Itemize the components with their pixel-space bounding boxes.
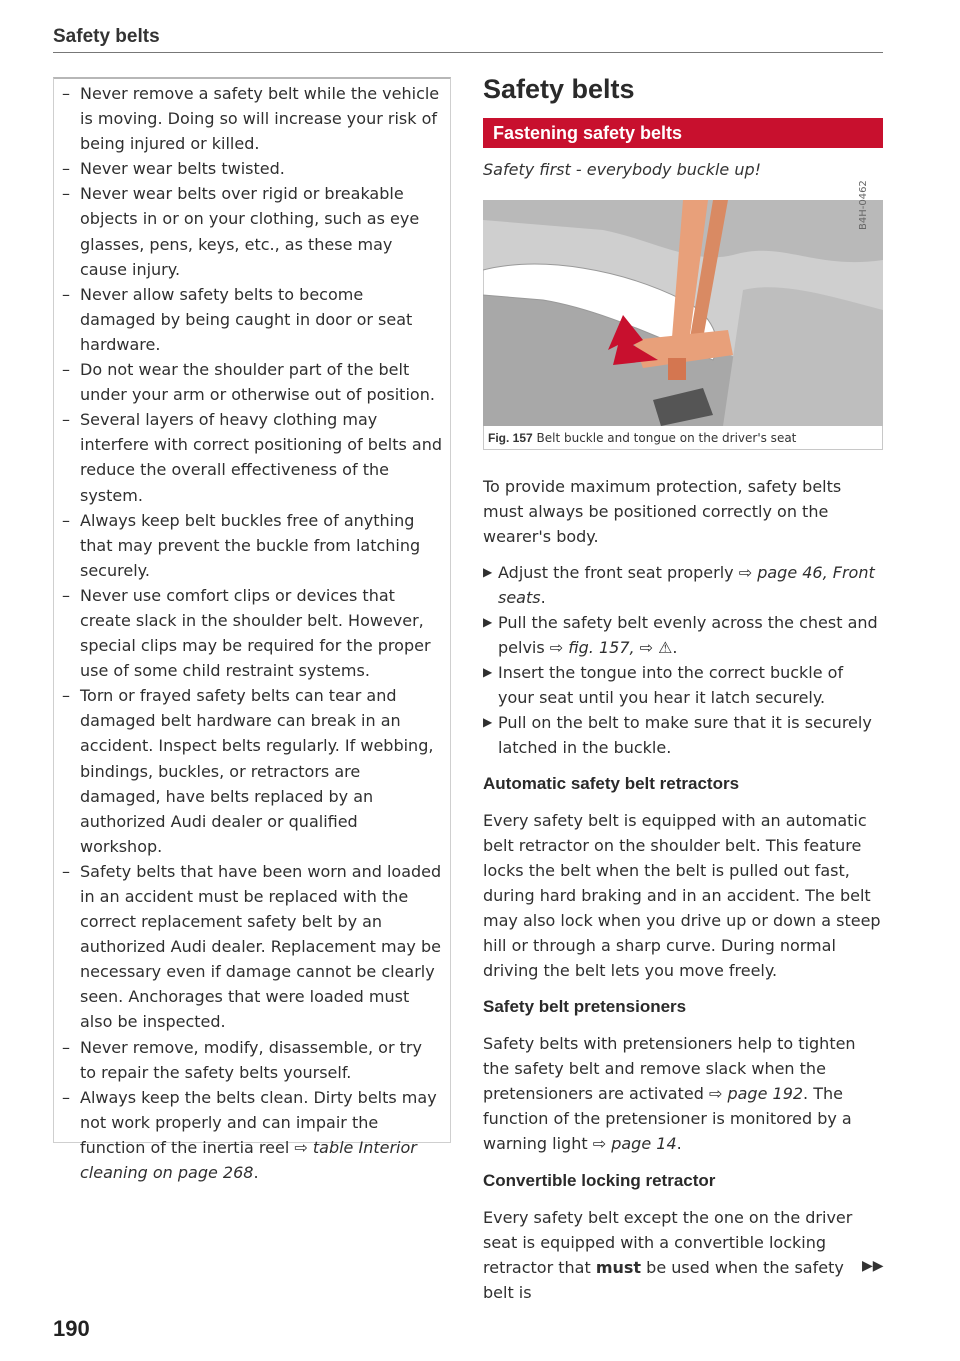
step-item: ▶ Pull the safety belt evenly across the chest and pelvis ⇨ fig. 157, ⇨ ⚠. [483, 610, 883, 660]
cross-reference-link[interactable]: ⇨ table Interior cleaning on page 268 [80, 1137, 417, 1183]
continue-arrow-icon: ▶▶ [862, 1258, 884, 1274]
warning-item: – Torn or frayed safety belts can tear and damaged belt hardware can break in an accident. Inspect belts regularly. If webbing, bindings, buckles, or retractors are damaged, have belts replaced by an authorized Audi dealer or qualified workshop. [62, 683, 442, 859]
warning-item: – Always keep the belts clean. Dirty belts may not work properly and can impair the function of the inertia reel ⇨ table Interior cleaning on page 268. [62, 1085, 442, 1185]
step-arrow-icon: ▶ [483, 565, 493, 579]
running-header: Safety belts [53, 26, 160, 47]
step-arrow-icon: ▶ [483, 665, 493, 679]
step-arrow-icon: ▶ [483, 615, 493, 629]
dash-bullet: – [62, 686, 70, 706]
cross-reference-link[interactable]: ⇨ fig. 157, ⇨ ⚠ [549, 638, 673, 657]
warning-item: – Never remove a safety belt while the vehicle is moving. Doing so will increase your risk of being injured or killed. [62, 81, 442, 156]
warning-item: – Always keep belt buckles free of anything that may prevent the buckle from latching securely. [62, 508, 442, 583]
warning-item: – Several layers of heavy clothing may interfere with correct positioning of belts and reduce the overall effectiveness of the system. [62, 407, 442, 507]
pretensioners-heading: Safety belt pretensioners [483, 997, 687, 1016]
dash-bullet: – [62, 1087, 70, 1107]
warning-item: – Never use comfort clips or devices that create slack in the shoulder belt. However, special clips may be required for the proper use of some child restraint systems. [62, 583, 442, 683]
header-rule [53, 52, 883, 53]
dash-bullet: – [62, 84, 70, 103]
warning-item: – Never wear belts over rigid or breakable objects in or on your clothing, such as eye glasses, pens, keys, etc., as these may cause injury. [62, 181, 442, 281]
intro-paragraph: To provide maximum protection, safety belts must always be positioned correctly on the wearer's body. [483, 477, 842, 546]
dash-bullet: – [62, 1037, 70, 1057]
dash-bullet: – [62, 861, 70, 881]
step-item: ▶ Adjust the front seat properly ⇨ page 46, Front seats. [483, 560, 883, 610]
cross-reference-link[interactable]: ⇨ page 192 [708, 1084, 804, 1103]
retractors-heading: Automatic safety belt retractors [483, 774, 740, 793]
dash-bullet: – [62, 585, 70, 605]
subsection-banner: Fastening safety belts [483, 118, 883, 148]
warning-item: – Never allow safety belts to become damaged by being caught in door or seat hardware. [62, 282, 442, 357]
section-title: Safety belts [483, 74, 635, 104]
page-number: 190 [53, 1316, 90, 1341]
pretensioners-paragraph: Safety belts with pretensioners help to tighten the safety belt and remove slack when the pretensioners are activated ⇨ page 192. The function of the pretensioner is monitored by a warning light ⇨ page 14. [483, 1034, 856, 1153]
figure-label: Fig. 157 [488, 431, 533, 445]
figure-caption: Fig. 157 Belt buckle and tongue on the driver's seat [488, 431, 797, 445]
motto: Safety first - everybody buckle up! [483, 160, 762, 179]
warning-item: – Never remove, modify, disassemble, or try to repair the safety belts yourself. [62, 1035, 442, 1085]
dash-bullet: – [62, 360, 70, 380]
steps-list [483, 560, 883, 760]
warning-list [62, 81, 442, 1185]
dash-bullet: – [62, 184, 70, 204]
convertible-heading: Convertible locking retractor [483, 1171, 716, 1190]
cross-reference-link[interactable]: ⇨ page 46, Front seats [498, 563, 875, 607]
step-item: ▶ Pull on the belt to make sure that it is securely latched in the buckle. [483, 710, 883, 760]
cross-reference-link[interactable]: ⇨ page 14 [592, 1134, 677, 1153]
dash-bullet: – [62, 510, 70, 530]
convertible-paragraph: Every safety belt except the one on the driver seat is equipped with a convertible locking retractor that must be used when the safety belt is [483, 1208, 853, 1302]
belt-buckle-illustration [483, 200, 883, 426]
warning-item: – Never wear belts twisted. [62, 156, 442, 181]
dash-bullet: – [62, 159, 70, 179]
dash-bullet: – [62, 410, 70, 430]
step-arrow-icon: ▶ [483, 715, 493, 729]
dash-bullet: – [62, 284, 70, 304]
retractors-paragraph: Every safety belt is equipped with an automatic belt retractor on the shoulder belt. This feature locks the belt when the belt is pulled out fast, during hard braking and in an accident. The belt may also lock when you drive up or down a steep hill or through a sharp curve. During normal driving the belt lets you move freely. [483, 811, 881, 980]
step-item: ▶ Insert the tongue into the correct buckle of your seat until you hear it latch securely. [483, 660, 883, 710]
warning-item: – Do not wear the shoulder part of the belt under your arm or otherwise out of position. [62, 357, 442, 407]
warning-item: – Safety belts that have been worn and loaded in an accident must be replaced with the correct replacement safety belt by an authorized Audi dealer. Replacement may be necessary even if damage cannot be clearly seen. Anchorages that were loaded must also be inspected. [62, 859, 442, 1035]
figure-code: B4H-0462 [858, 180, 869, 230]
